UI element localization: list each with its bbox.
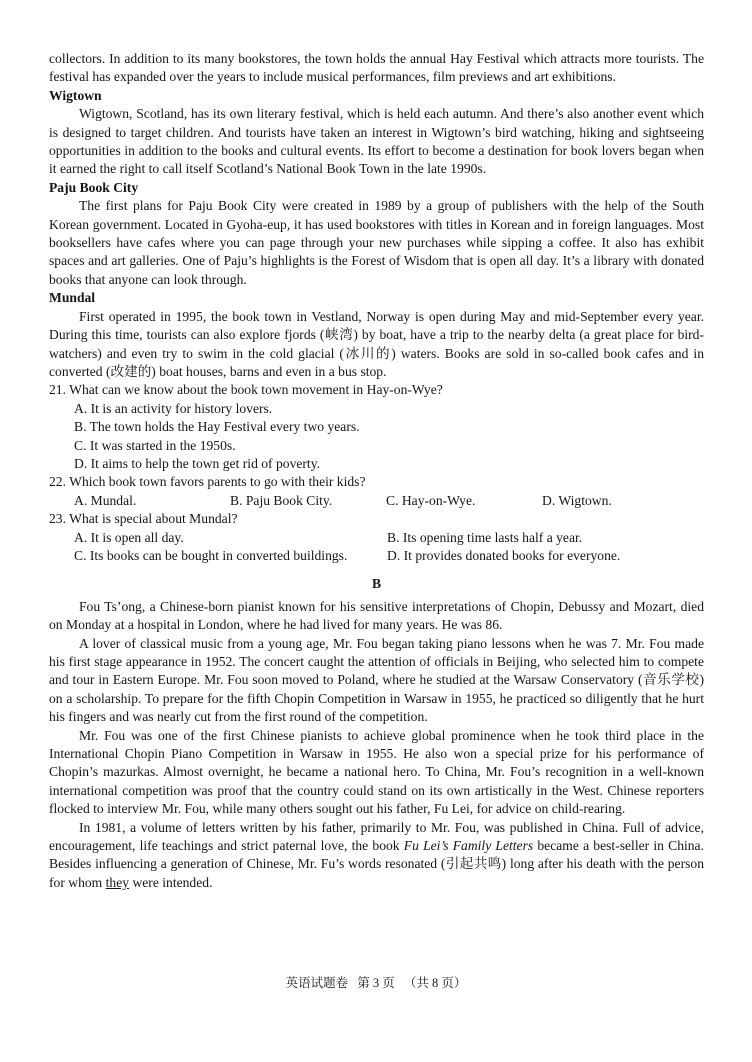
question-21-option-c: C. It was started in the 1950s. [74,437,236,453]
question-21-option-a: A. It is an activity for history lovers. [74,400,273,416]
question-23-stem: 23. What is special about Mundal? [49,511,238,527]
question-22-option-a: A. Mundal. [74,492,137,508]
section-b-paragraph-1: Fou Ts’ong, a Chinese-born pianist known for his sensitive interpretations of Chopin, Debussy and Mozart, died on Monday at a hospital in London, where he had lived for many years. He was 86. [49,598,704,633]
question-22-options [49,492,704,510]
mundal-heading: Mundal [49,290,96,306]
wigtown-paragraph: Wigtown, Scotland, has its own literary festival, which is held each autumn. And there’s also another event which is designed to target children. And tourists have taken an interest in Wigtown’s bird watching, hiking and sightseeing opportunities in addition to the books and cultural events. Its effort to become a destination for book lovers began when it earned the right to call itself Scotland’s National Book Town in the late 1990s. [49,106,704,177]
footer-subject: 英语试题卷 [285,976,349,990]
underlined-word: they [105,874,130,890]
question-21-stem: 21. What can we know about the book town movement in Hay-on-Wye? [49,382,443,398]
question-23-option-d: D. It provides donated books for everyone. [387,547,621,563]
question-23-options-row-1 [49,529,704,547]
p4-text-middle: became a best-seller in China. Besides influencing a generation of Chinese, Mr. Fu’s words resonated (引起共鸣) long after his death with the person for whom [49,838,704,890]
question-21-option-d: D. It aims to help the town get rid of poverty. [74,455,321,471]
book-title: Fu Lei’s Family Letters [403,838,534,854]
paju-heading: Paju Book City [49,179,139,195]
question-21 [49,381,704,473]
question-23-option-b: B. Its opening time lasts half a year. [387,529,583,545]
section-b-paragraph-2: A lover of classical music from a young age, Mr. Fou began taking piano lessons when he was 7. Mr. Fou made his first stage appearance in 1952. The concert caught the attention of officials in Beijing, who selected him to compete and tour in Eastern Europe. Mr. Fou soon moved to Poland, where he studied at the Warsaw Conservatory (音乐学校) on a scholarship. To prepare for the fifth Chopin Competition in Warsaw in 1955, he practiced so diligently that he hurt his fingers and was nearly cut from the first round of the competition. [49,635,704,725]
question-23-option-a: A. It is open all day. [74,529,184,545]
footer-total-pages: （共 8 页） [403,976,467,990]
question-21-option-b: B. The town holds the Hay Festival every two years. [74,419,360,435]
hay-on-wye-continued-paragraph: collectors. In addition to its many bookstores, the town holds the annual Hay Festival which attracts more tourists. The festival has expanded over the years to include musical performances, film previews and art exhibitions. [49,51,704,85]
section-b-paragraph-3: Mr. Fou was one of the first Chinese pianists to achieve global prominence when he took third place in the International Chopin Piano Competition in Warsaw in 1955. He also won a special prize for his performance of Chopin’s mazurkas. Almost overnight, he became a national hero. To China, Mr. Fou’s recognition in a well-known international competition was proof that the country could stand on its own artistically in the West. Chinese reporters flocked to interview Mr. Fou, while many others sought out his father, Fu Lei, for advice on child-rearing. [49,727,704,817]
passage-a-continued [49,50,704,892]
section-b-paragraph-4 [49,819,704,893]
question-22-option-d: D. Wigtown. [542,492,612,508]
page-footer [0,974,752,992]
question-22-option-b: B. Paju Book City. [230,492,333,508]
wigtown-heading: Wigtown [49,87,102,103]
question-22-option-c: C. Hay-on-Wye. [386,492,476,508]
question-23-options-row-2 [49,547,704,565]
section-b-label: B [371,576,382,592]
paju-paragraph: The first plans for Paju Book City were created in 1989 by a group of publishers with the help of the South Korean government. Located in Gyoha-eup, it has used bookstores with titles in Korean and in foreign languages. Most booksellers have cafes where you can page through your new purchases while sipping a coffee. It also has exhibit spaces and art galleries. One of Paju’s highlights is the Forest of Wisdom that is open all day. It’s a library with donated books that anyone can look through. [49,198,704,287]
p4-text-before: In 1981, a volume of letters written by his father, primarily to Mr. Fou, was published in China. Full of advice, encouragement, life teachings and strict paternal love, the book [49,819,704,854]
p4-text-after: were intended. [129,874,213,890]
question-22-stem: 22. Which book town favors parents to go with their kids? [49,474,366,490]
question-23 [49,510,704,565]
footer-page-number: 第 3 页 [357,976,395,990]
mundal-paragraph: First operated in 1995, the book town in Vestland, Norway is open during May and mid-September every year. During this time, tourists can also explore fjords (峡湾) by boat, have a trip to the nearby delta (a great place for bird-watchers) and even try to swim in the cold glacial (冰川的) waters. Books are sold in so-called book cafes and in converted (改建的) boat houses, barns and even in a bus stop. [49,308,704,379]
question-23-option-c: C. Its books can be bought in converted buildings. [74,547,348,563]
question-22 [49,473,704,510]
